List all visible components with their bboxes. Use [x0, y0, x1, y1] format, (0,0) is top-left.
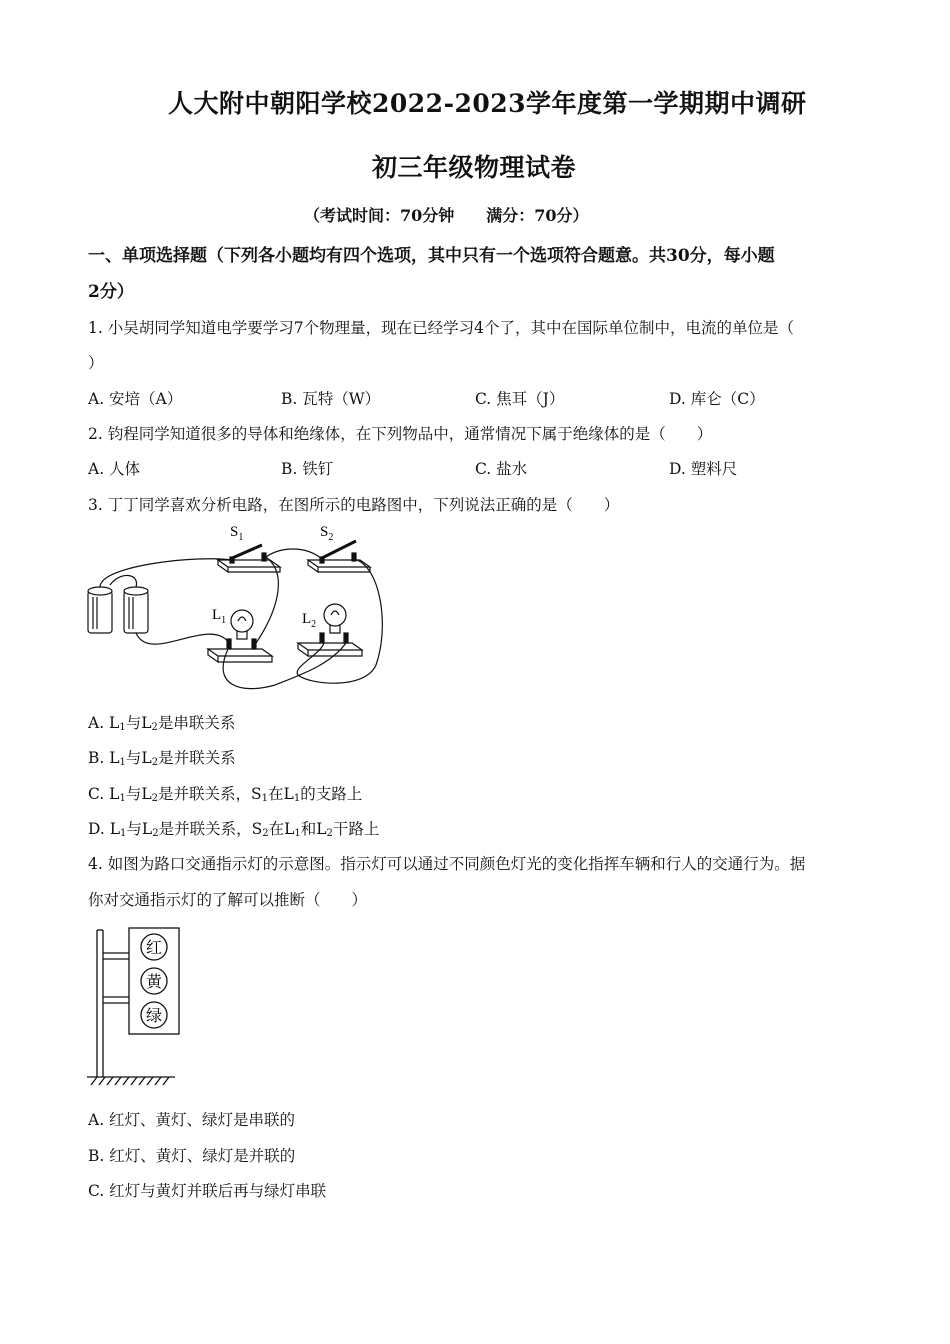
exam-info: （考试时间：70分钟 满分：70分）	[304, 206, 589, 225]
q2-option-a: A. 人体	[88, 460, 141, 478]
q1-option-b: B. 瓦特（W）	[281, 390, 381, 408]
question-2-stem: 2. 钧程同学知道很多的导体和绝缘体，在下列物品中，通常情况下属于绝缘体的是（ ）	[88, 425, 713, 443]
circuit-diagram	[80, 515, 390, 695]
section-heading: 一、单项选择题（下列各小题均有四个选项，其中只有一个选项符合题意。共30分，每小题	[88, 246, 775, 266]
q1-option-a: A. 安培（A）	[88, 390, 183, 408]
question-1-stem: 1. 小吴胡同学知道电学要学习7个物理量，现在已经学习4个了，其中在国际单位制中，电流的单位是（	[88, 319, 794, 337]
q3-option-c: C. $L_1$与$L_2$是并联关系，$S_1$在$L_1$的支路上	[88, 785, 363, 804]
q3-option-a: A. $L_1$与$L_2$是串联关系	[88, 714, 236, 733]
question-3-stem: 3. 丁丁同学喜欢分析电路，在图所示的电路图中，下列说法正确的是（ ）	[88, 496, 620, 514]
q4-option-c: C. 红灯与黄灯并联后再与绿灯串联	[88, 1182, 327, 1200]
question-4-stem-cont: 你对交通指示灯的了解可以推断（ ）	[88, 891, 368, 909]
q4-option-b: B. 红灯、黄灯、绿灯是并联的	[88, 1147, 296, 1165]
lamp-l2-label: $L_2$	[302, 611, 317, 630]
red-light-label: 红	[145, 940, 163, 957]
q1-option-c: C. 焦耳（J）	[475, 390, 565, 408]
question-4-stem: 4. 如图为路口交通指示灯的示意图。指示灯可以通过不同颜色灯光的变化指挥车辆和行人的交通行为。据	[88, 855, 806, 873]
q4-option-a: A. 红灯、黄灯、绿灯是串联的	[88, 1111, 296, 1129]
q3-option-d: D. $L_1$与$L_2$是并联关系，$S_2$在$L_1$和$L_2$干路上	[88, 820, 380, 839]
q3-option-b: B. $L_1$与$L_2$是并联关系	[88, 749, 236, 768]
section-heading-cont: 2分）	[88, 282, 134, 302]
yellow-light-label: 黄	[145, 974, 163, 991]
switch-s2-label: $S_2$	[320, 524, 334, 543]
q2-option-b: B. 铁钉	[281, 460, 334, 478]
page-subtitle: 初三年级物理试卷	[372, 153, 577, 182]
green-light-label: 绿	[145, 1008, 163, 1025]
q1-option-d: D. 库仑（C）	[669, 390, 765, 408]
q2-option-c: C. 盐水	[475, 460, 528, 478]
question-1-stem-cont: ）	[88, 354, 104, 372]
page-title: 人大附中朝阳学校2022-2023学年度第一学期期中调研	[168, 89, 807, 118]
q2-option-d: D. 塑料尺	[669, 460, 738, 478]
lamp-l1-label: $L_1$	[212, 607, 227, 626]
switch-s1-label: $S_1$	[230, 524, 244, 543]
traffic-light-diagram	[85, 925, 185, 1090]
